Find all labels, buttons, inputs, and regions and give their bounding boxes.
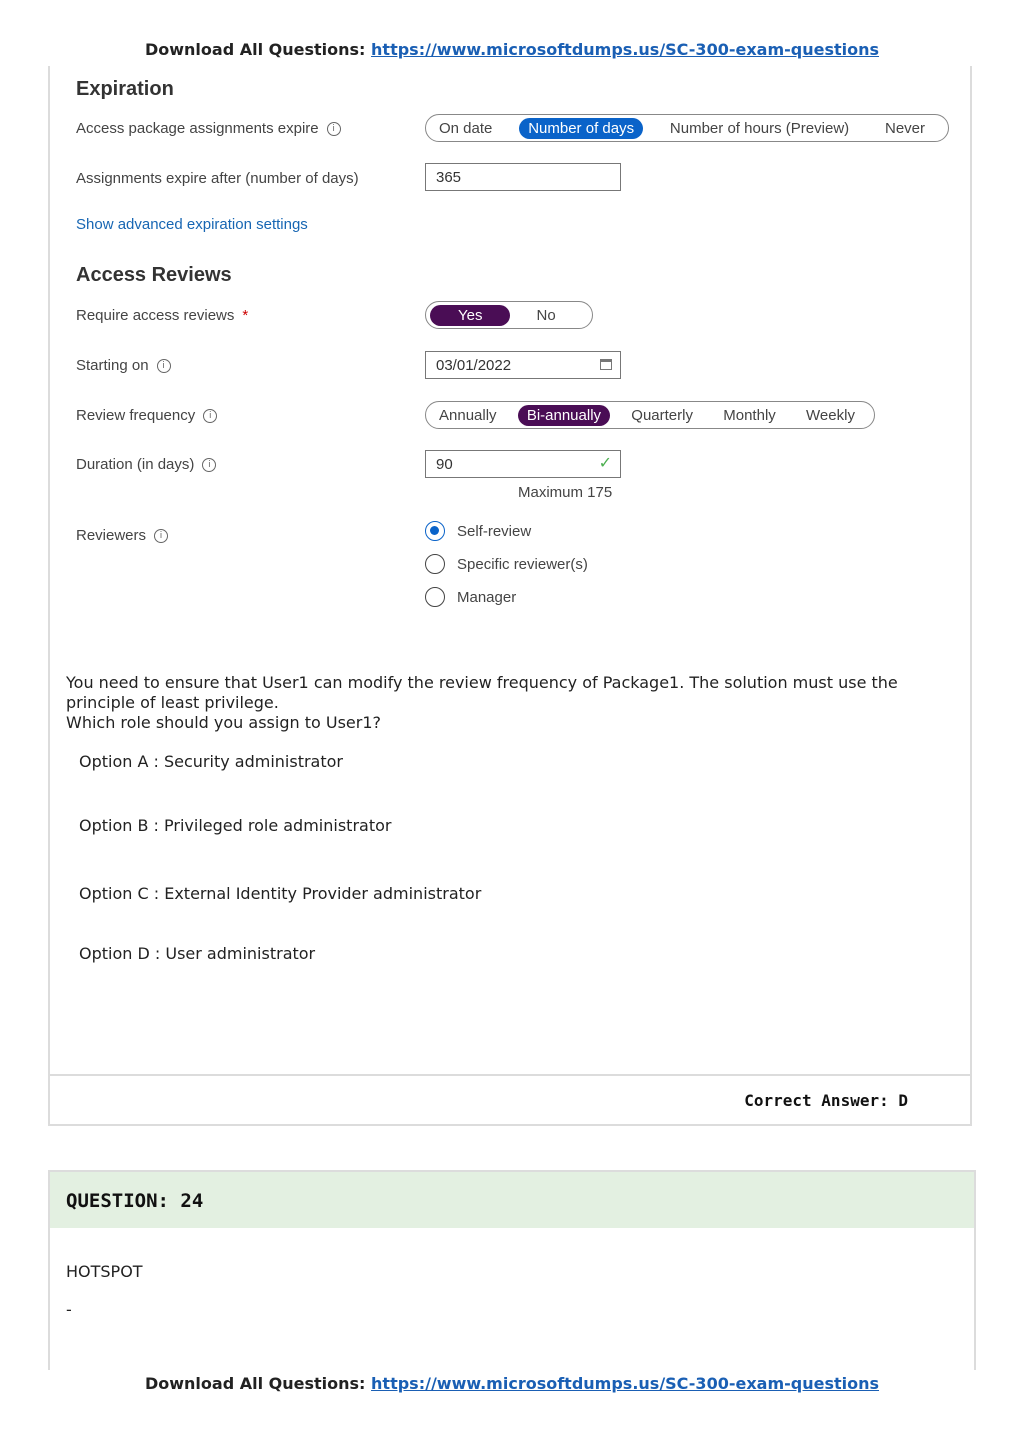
radio-icon[interactable] — [425, 587, 445, 607]
info-icon[interactable]: i — [154, 529, 168, 543]
correct-answer: Correct Answer: D — [744, 1091, 908, 1110]
reviewers-label: Reviewers i — [76, 527, 168, 544]
question-header — [50, 1172, 974, 1228]
access-reviews-title: Access Reviews — [76, 264, 232, 286]
reviewer-manager[interactable]: Manager — [425, 587, 516, 607]
question-card — [48, 66, 972, 1126]
expire-option-number-of-days[interactable]: Number of days — [519, 118, 643, 139]
option-d: Option D : User administrator — [79, 944, 316, 963]
question-dash: - — [66, 1300, 72, 1319]
portal-screenshot — [50, 66, 970, 646]
frequency-quarterly[interactable]: Quarterly — [631, 406, 693, 424]
days-label: Assignments expire after (number of days) — [76, 170, 359, 187]
calendar-icon[interactable] — [600, 359, 612, 370]
duration-value: 90 — [436, 456, 453, 473]
advanced-expiration-link[interactable]: Show advanced expiration settings — [76, 216, 308, 233]
download-link[interactable]: https://www.microsoftdumps.us/SC-300-exam-questions — [371, 40, 880, 59]
expire-option-group — [425, 114, 949, 142]
frequency-annually[interactable]: Annually — [439, 406, 497, 424]
info-icon[interactable]: i — [203, 409, 217, 423]
banner-prefix: Download All Questions: — [144, 1374, 366, 1393]
question-prompt: Which role should you assign to User1? — [66, 713, 381, 732]
reviewer-specific[interactable]: Specific reviewer(s) — [425, 554, 588, 574]
radio-selected-icon[interactable] — [425, 521, 445, 541]
info-icon[interactable]: i — [202, 458, 216, 472]
duration-max-note: Maximum 175 — [518, 484, 613, 501]
frequency-bi-annually[interactable]: Bi-annually — [518, 405, 610, 426]
checkmark-icon: ✓ — [598, 455, 612, 472]
expire-days-input[interactable]: 365 — [425, 163, 621, 191]
option-c: Option C : External Identity Provider administrator — [79, 884, 482, 903]
answer-footer — [50, 1074, 970, 1126]
duration-input[interactable] — [425, 450, 621, 478]
review-frequency-label: Review frequency i — [76, 407, 217, 424]
download-link[interactable]: https://www.microsoftdumps.us/SC-300-exam-questions — [371, 1374, 880, 1393]
download-banner-top — [0, 40, 1024, 59]
expiration-title: Expiration — [76, 78, 174, 100]
expire-option-number-of-hours[interactable]: Number of hours (Preview) — [669, 119, 850, 137]
option-b: Option B : Privileged role administrator — [79, 816, 392, 835]
require-reviews-label: Require access reviews * — [76, 307, 249, 324]
download-banner-bottom — [0, 1374, 1024, 1393]
required-asterisk: * — [242, 307, 249, 324]
assignments-expire-label: Access package assignments expire i — [76, 120, 341, 137]
require-yes[interactable]: Yes — [430, 305, 510, 326]
expire-option-never[interactable]: Never — [884, 119, 925, 137]
starting-on-label: Starting on i — [76, 357, 171, 374]
radio-icon[interactable] — [425, 554, 445, 574]
frequency-weekly[interactable]: Weekly — [806, 406, 855, 424]
frequency-monthly[interactable]: Monthly — [723, 406, 776, 424]
banner-prefix: Download All Questions: — [144, 40, 366, 59]
starting-date-input[interactable] — [425, 351, 621, 379]
duration-label: Duration (in days) i — [76, 456, 216, 473]
require-no[interactable]: No — [536, 306, 556, 324]
expire-option-on-date[interactable]: On date — [439, 119, 493, 137]
info-icon[interactable]: i — [327, 122, 341, 136]
starting-date-value: 03/01/2022 — [436, 357, 512, 374]
reviewer-self-review[interactable]: Self-review — [425, 521, 531, 541]
info-icon[interactable]: i — [157, 359, 171, 373]
question-number: QUESTION: 24 — [66, 1190, 204, 1212]
question-text: You need to ensure that User1 can modify the review frequency of Package1. The solution must use the principle of least privilege. — [66, 673, 898, 712]
question-type: HOTSPOT — [66, 1262, 143, 1281]
option-a: Option A : Security administrator — [79, 752, 343, 771]
review-frequency-group — [425, 401, 875, 429]
require-reviews-toggle — [425, 301, 593, 329]
next-question-card — [48, 1170, 976, 1370]
